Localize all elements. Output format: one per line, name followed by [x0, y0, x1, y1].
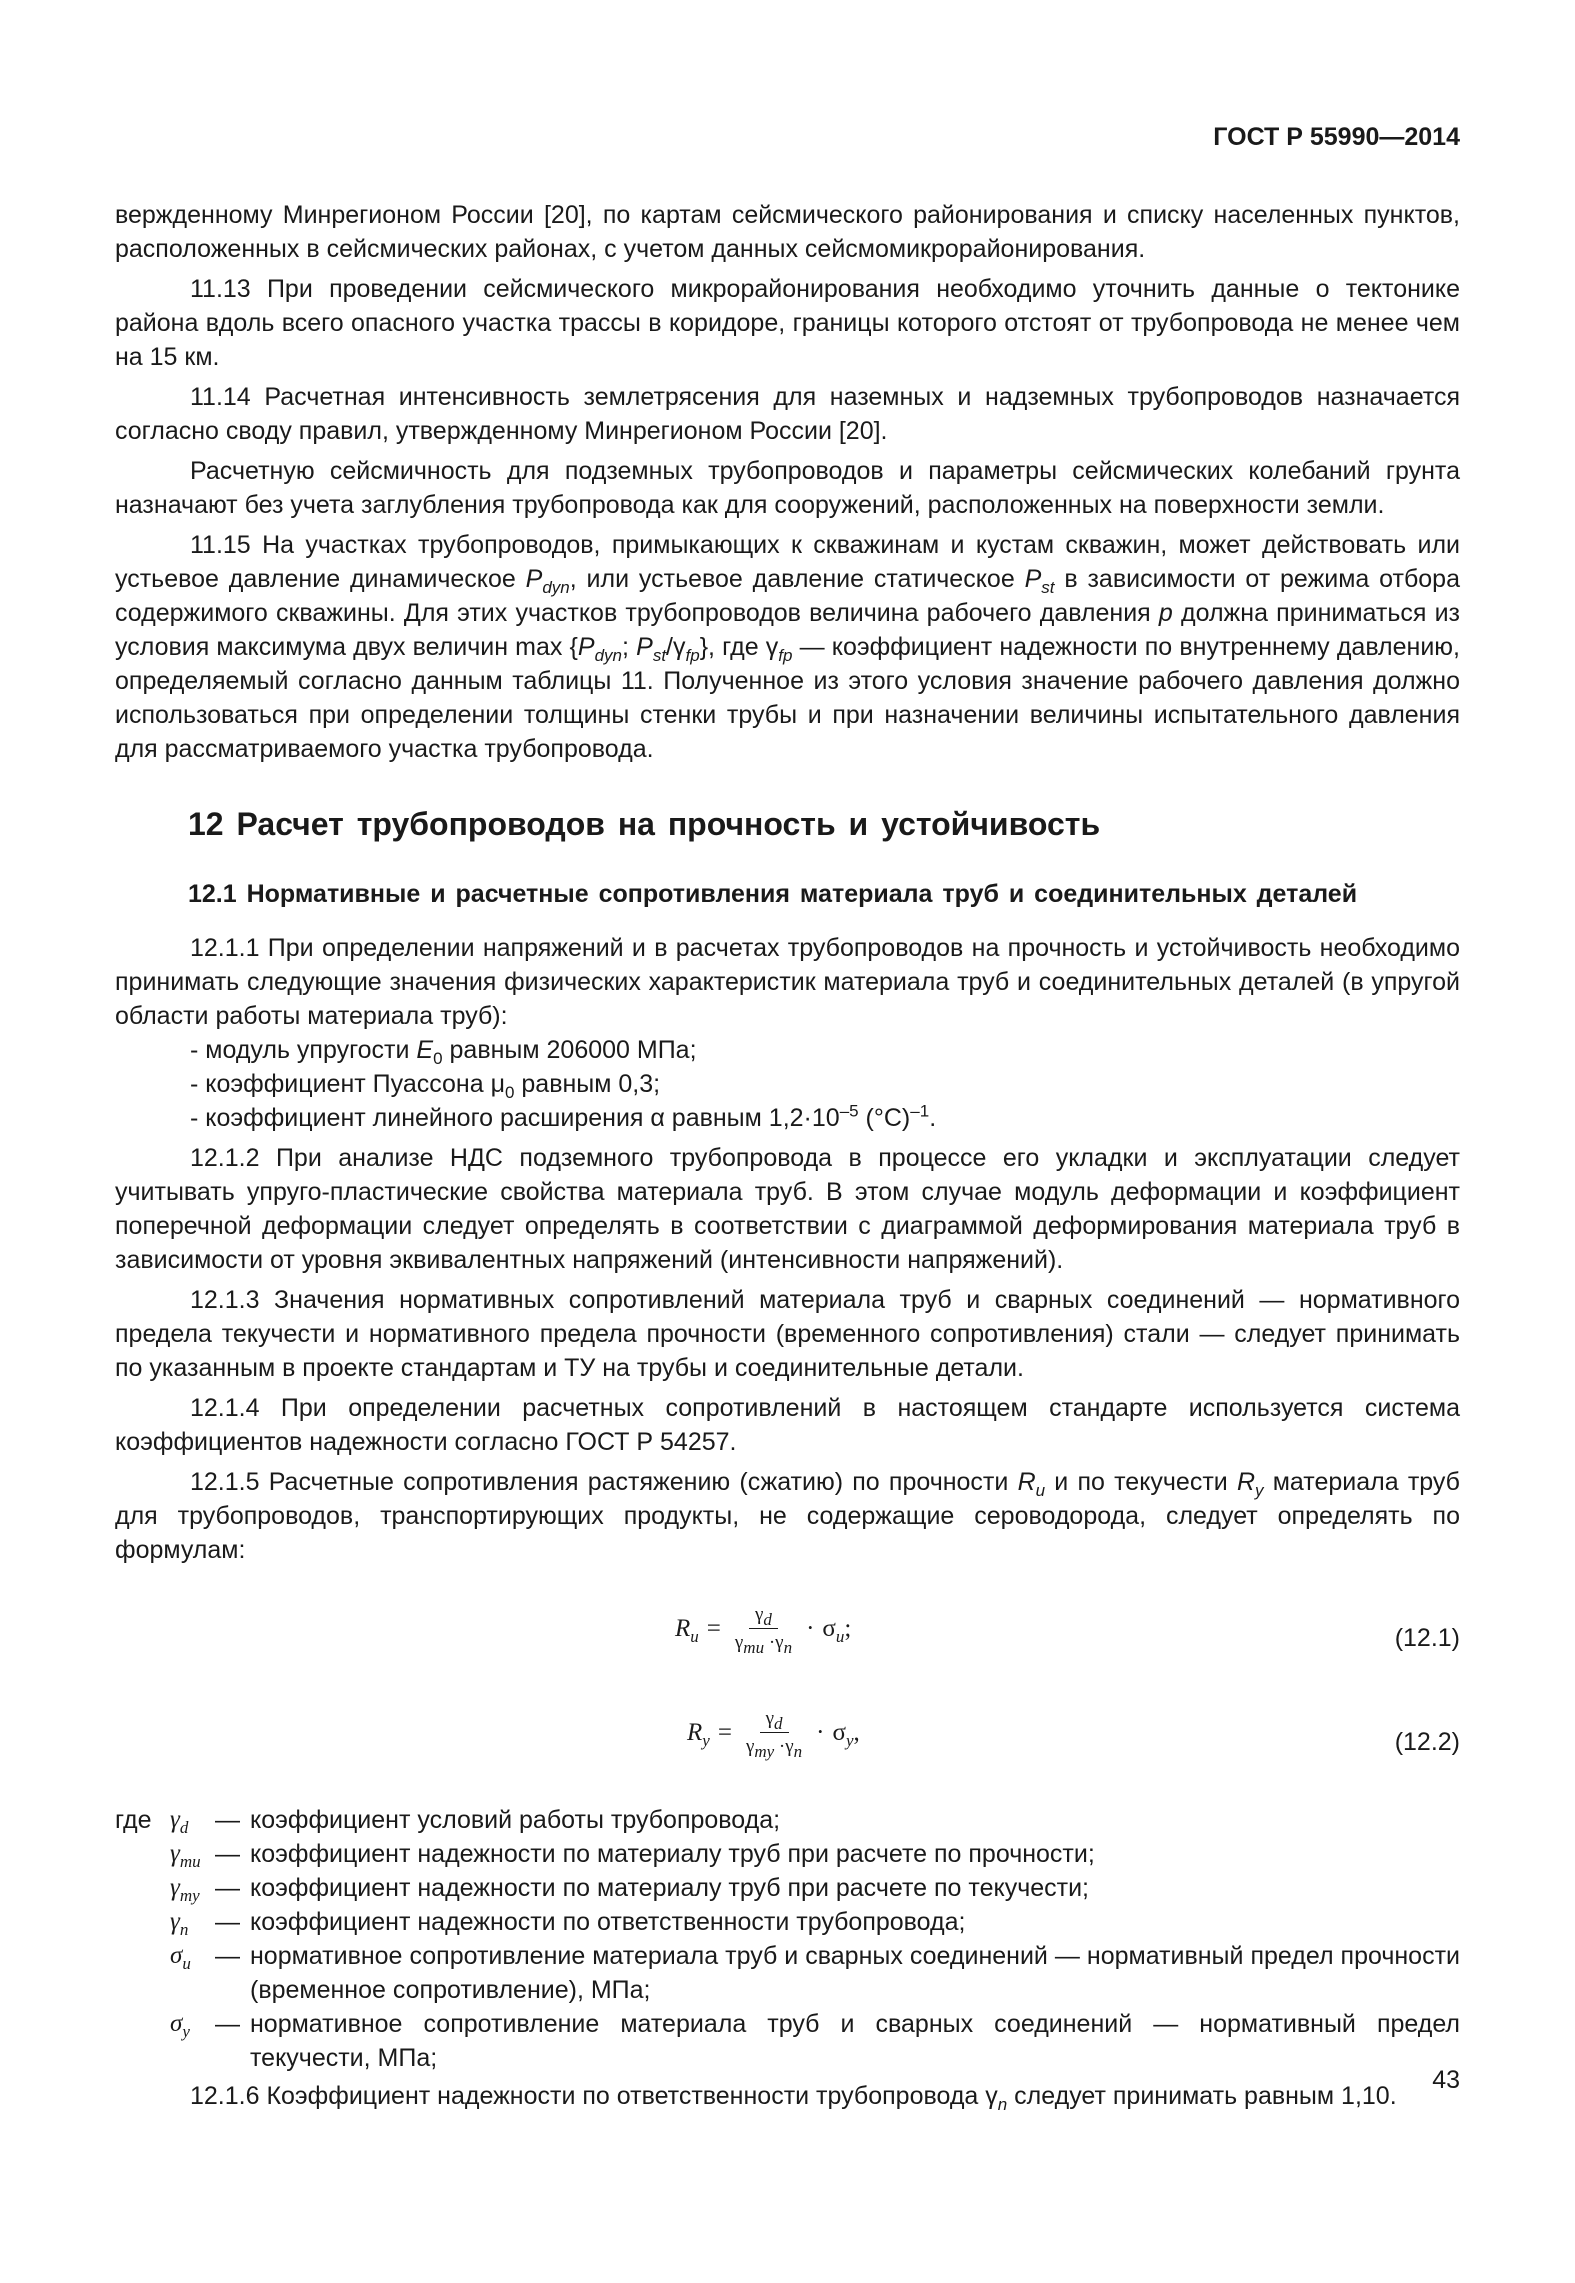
page-number: 43 — [1432, 2066, 1460, 2094]
section-heading-12: 12 Расчет трубопроводов на прочность и устойчивость — [188, 806, 1101, 842]
paragraph-12-1-4: 12.1.4 При определении расчетных сопротивлений в настоящем стандарте используется система коэффициентов надежности согласно ГОСТ Р 54257. — [115, 1394, 1460, 1456]
paragraph-11-13: 11.13 При проведении сейсмического микрорайонирования необходимо уточнить данные о тектонике района вдоль всего опасного участка трассы в коридоре, границы которого отстоят от трубопровода не менее чем на 15 км. — [115, 275, 1460, 371]
definition-row: $\gamma_{my}$ — коэффициент надежности по материалу труб при расчете по текучести; — [170, 1874, 1089, 1905]
formula-12-2: $R_y$ = $\frac{\gamma_d}{\gamma_{my} \cdot\gamma_n}$ · $\sigma_y$, (12.2) — [687, 1708, 1460, 1761]
subsection-heading-12-1: 12.1 Нормативные и расчетные сопротивления материала труб и соединительных деталей — [188, 880, 1358, 908]
paragraph-11-14: 11.14 Расчетная интенсивность землетрясения для наземных и надземных трубопроводов назначается согласно своду правил, утвержденному Минрегионом России [20]. — [115, 383, 1460, 445]
formula-number: (12.2) — [1394, 1728, 1460, 1756]
paragraph: вержденному Минрегионом России [20], по картам сейсмического районирования и списку населенных пунктов, расположенных в сейсмических районах, с учетом данных сейсмомикрорайонирования. — [115, 201, 1460, 263]
formula-12-1: $R_u$ = $\frac{\gamma_d}{\gamma_{mu} \cdot\gamma_n}$ · $\sigma_u$; (12.1) — [675, 1604, 1460, 1657]
definition-row: $\gamma_{mu}$ — коэффициент надежности по материалу труб при расчете по прочности; — [170, 1840, 1095, 1871]
document-body — [115, 198, 1460, 2113]
definition-row: $\gamma_n$ — коэффициент надежности по ответственности трубопровода; — [170, 1908, 966, 1939]
formula-number: (12.1) — [1394, 1624, 1460, 1652]
paragraph-12-1-5: 12.1.5 Расчетные сопротивления растяжению (сжатию) по прочности $R_u$ и по текучести $R_y$ материала труб для трубопроводов, транспортирующих продукты, не содержащие сероводорода, следует определять по формулам: — [115, 1468, 1460, 1564]
paragraph-12-1-2: 12.1.2 При анализе НДС подземного трубопровода в процессе его укладки и эксплуатации следует учитывать упруго-пластические свойства материала труб. В этом случае модуль деформации и коэффициент поперечной деформации следует определять в соответствии с диаграммой деформирования материала труб в зависимости от уровня эквивалентных напряжений (интенсивности напряжений). — [115, 1144, 1460, 1274]
document-header: ГОСТ Р 55990—2014 — [1213, 123, 1460, 151]
definition-row: $\sigma_y$ — нормативное сопротивление материала труб и сварных соединений — нормативный предел текучести, МПа; — [170, 2010, 1460, 2072]
list-item: - модуль упругости $E_0$ равным 206000 МПа; — [190, 1036, 697, 1068]
paragraph: Расчетную сейсмичность для подземных трубопроводов и параметры сейсмических колебаний грунта назначают без учета заглубления трубопровода как для сооружений, расположенных на поверхности земли. — [115, 457, 1460, 519]
paragraph-12-1-3: 12.1.3 Значения нормативных сопротивлений материала труб и сварных соединений — нормативного предела текучести и нормативного предела прочности (временного сопротивления) стали — следует принимать по указанным в проекте стандартам и ТУ на трубы и соединительные детали. — [115, 1286, 1460, 1382]
definition-row: $\sigma_u$ — нормативное сопротивление материала труб и сварных соединений — нормативный предел прочности (временное сопротивление), МПа; — [170, 1942, 1460, 2004]
paragraph-12-1-6: 12.1.6 Коэффициент надежности по ответственности трубопровода $\gamma_n$ следует принимать равным 1,10. — [190, 2082, 1397, 2114]
list-item: - коэффициент Пуассона $\mu_0$ равным 0,3; — [190, 1070, 661, 1102]
symbol-definitions — [115, 1803, 1460, 2075]
paragraph-12-1-1: 12.1.1 При определении напряжений и в расчетах трубопроводов на прочность и устойчивость необходимо принимать следующие значения физических характеристик материала труб и соединительных деталей (в упругой области работы материала труб): — [115, 934, 1460, 1030]
list-item: - коэффициент линейного расширения α равным $1,2\cdot 10^{-5}$ $(^\circ С)^{-1}$. — [190, 1101, 937, 1132]
paragraph-11-15: 11.15 На участках трубопроводов, примыкающих к скважинам и кустам скважин, может действовать или устьевое давление динамическое $P_{dyn}$, или устьевое давление статическое $P_{st}$ в зависимости от режима отбора содержимого скважины. Для этих участков трубопроводов величина рабочего давления p должна приниматься из условия максимума двух величин $\max \{P_{dyn}$; $P_{st}/\gamma_{fp}$}, где $\gamma_{fp}$ — коэффициент надежности по внутреннему давлению, определяемый согласно данным таблицы 11. Полученное из этого условия значение рабочего давления должно использоваться при определении толщины стенки трубы и при назначении величины испытательного давления для рассматриваемого участка трубопровода. — [115, 531, 1461, 763]
definition-row: где $\gamma_d$ — коэффициент условий работы трубопровода; — [115, 1806, 781, 1837]
